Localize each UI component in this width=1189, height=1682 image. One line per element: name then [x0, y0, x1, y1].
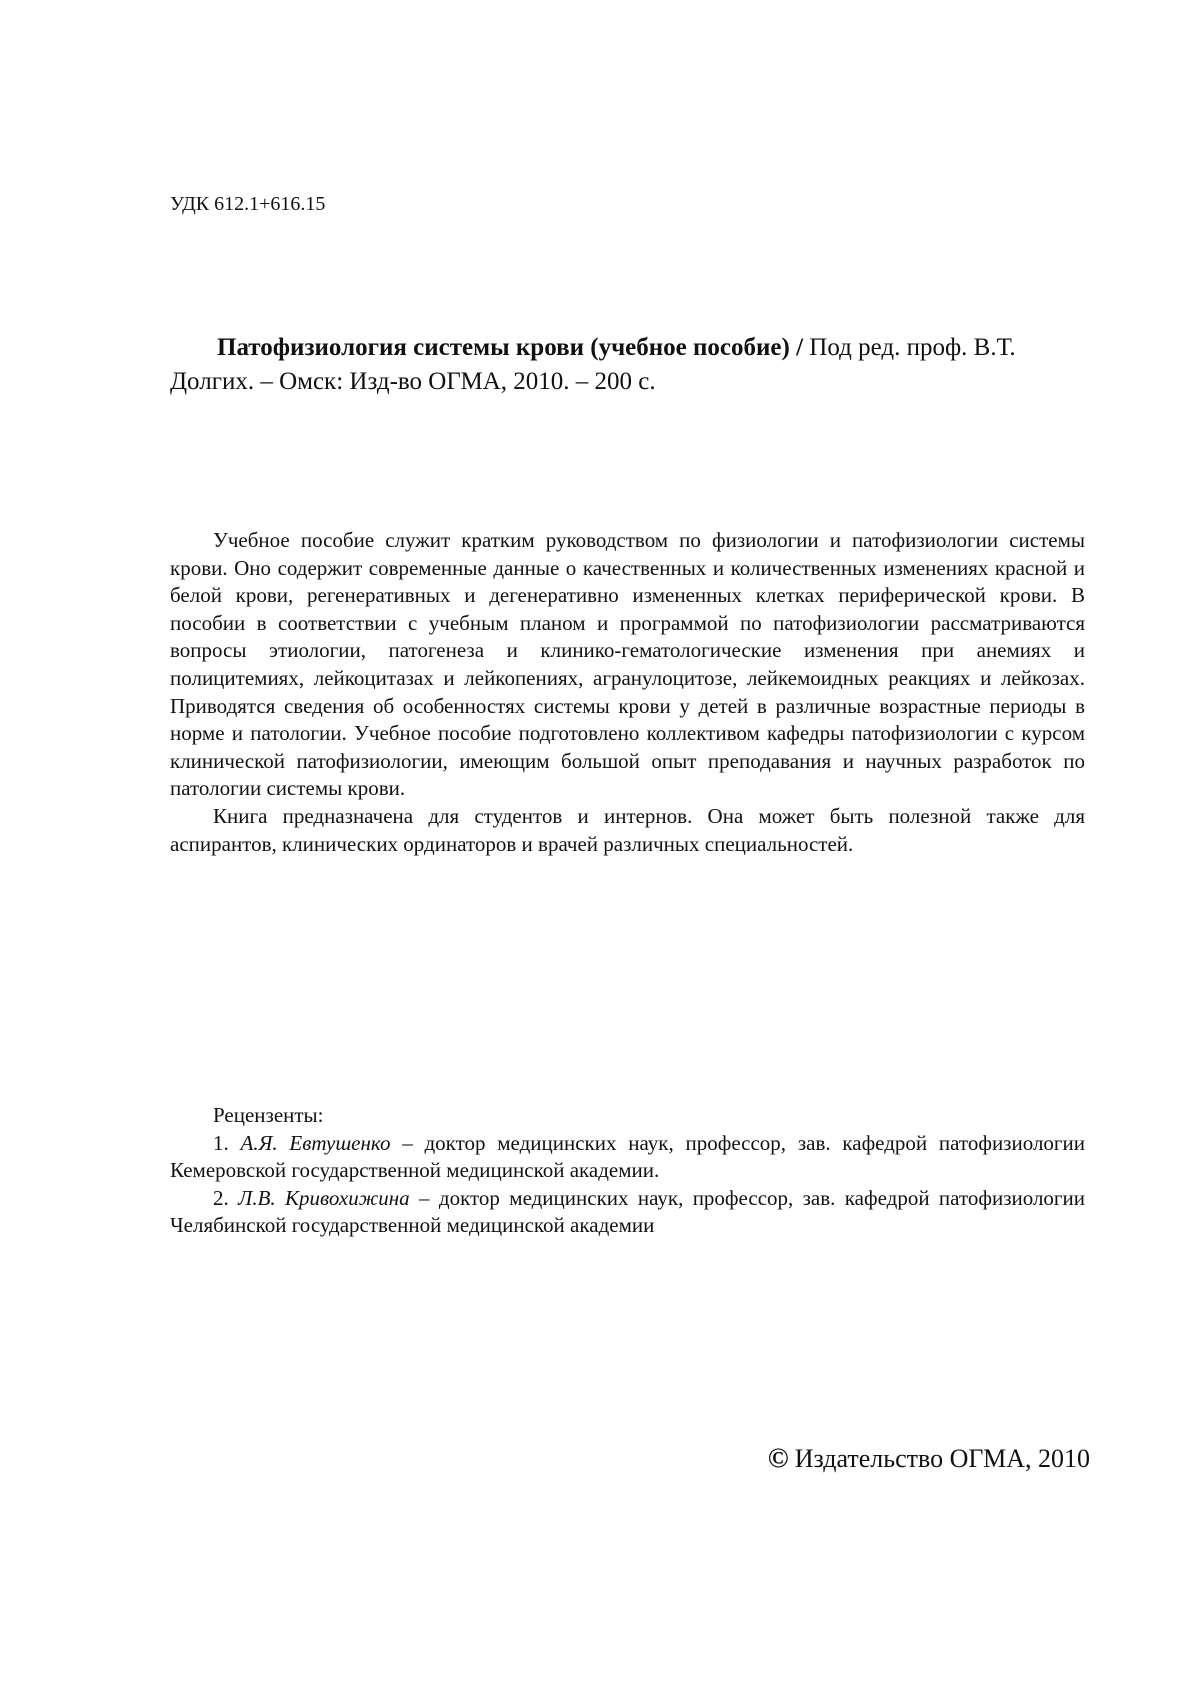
- reviewer-name: А.Я. Евтушенко: [240, 1130, 391, 1155]
- reviewer-number: 1.: [213, 1130, 241, 1155]
- copyright-icon: ©: [767, 1443, 789, 1474]
- udk-code: УДК 612.1+616.15: [170, 193, 326, 215]
- bibliographic-details: Под ред. проф. В.Т. Долгих. – Омск: Изд-во ОГМА, 2010. – 200 с.: [170, 334, 1016, 395]
- annotation-paragraph: Учебное пособие служит кратким руководством по физиологии и патофизиологии системы крови. Оно содержит современные данные о качественных и количественных изменениях красной и белой крови, регенеративных и дегенеративно измененных клетках периферической крови. В пособии в соответствии с учебным планом и программой по патофизиологии рассматриваются вопросы этиологии, патогенеза и клинико-гематологические изменения при анемиях и полицитемиях, лейкоцитазах и лейкопениях, агранулоцитозе, лейкемоидных реакциях и лейкозах. Приводятся сведения об особенностях системы крови у детей в различные возрастные периоды в норме и патологии. Учебное пособие подготовлено коллективом кафедры патофизиологии с курсом клинической патофизиологии, имеющим большой опыт преподавания и научных разработок по патологии системы крови.: [170, 528, 1085, 801]
- reviewer-number: 2.: [213, 1185, 239, 1210]
- reviewer-item: [170, 1185, 1085, 1240]
- annotation: [170, 527, 1085, 858]
- reviewer-item: [170, 1130, 1085, 1185]
- reviewer-description: – доктор медицинских наук, профессор, зав. кафедрой патофизиологии Челябинской государственной медицинской академии: [170, 1185, 1086, 1238]
- book-title: Патофизиология системы крови (учебное пособие) /: [217, 334, 804, 361]
- reviewers-heading: Рецензенты:: [213, 1103, 324, 1127]
- copyright-text: Издательство ОГМА, 2010: [794, 1444, 1090, 1473]
- reviewers-section: [170, 1102, 1085, 1240]
- reviewer-description: – доктор медицинских наук, профессор, зав. кафедрой патофизиологии Кемеровской государственной медицинской академии.: [170, 1130, 1086, 1183]
- copyright-line: [768, 1443, 1090, 1475]
- reviewer-name: Л.В. Кривохижина: [238, 1185, 410, 1210]
- bibliographic-entry: [170, 331, 1050, 399]
- annotation-paragraph: Книга предназначена для студентов и интернов. Она может быть полезной также для аспирантов, клинических ординаторов и врачей различных специальностей.: [170, 803, 1085, 856]
